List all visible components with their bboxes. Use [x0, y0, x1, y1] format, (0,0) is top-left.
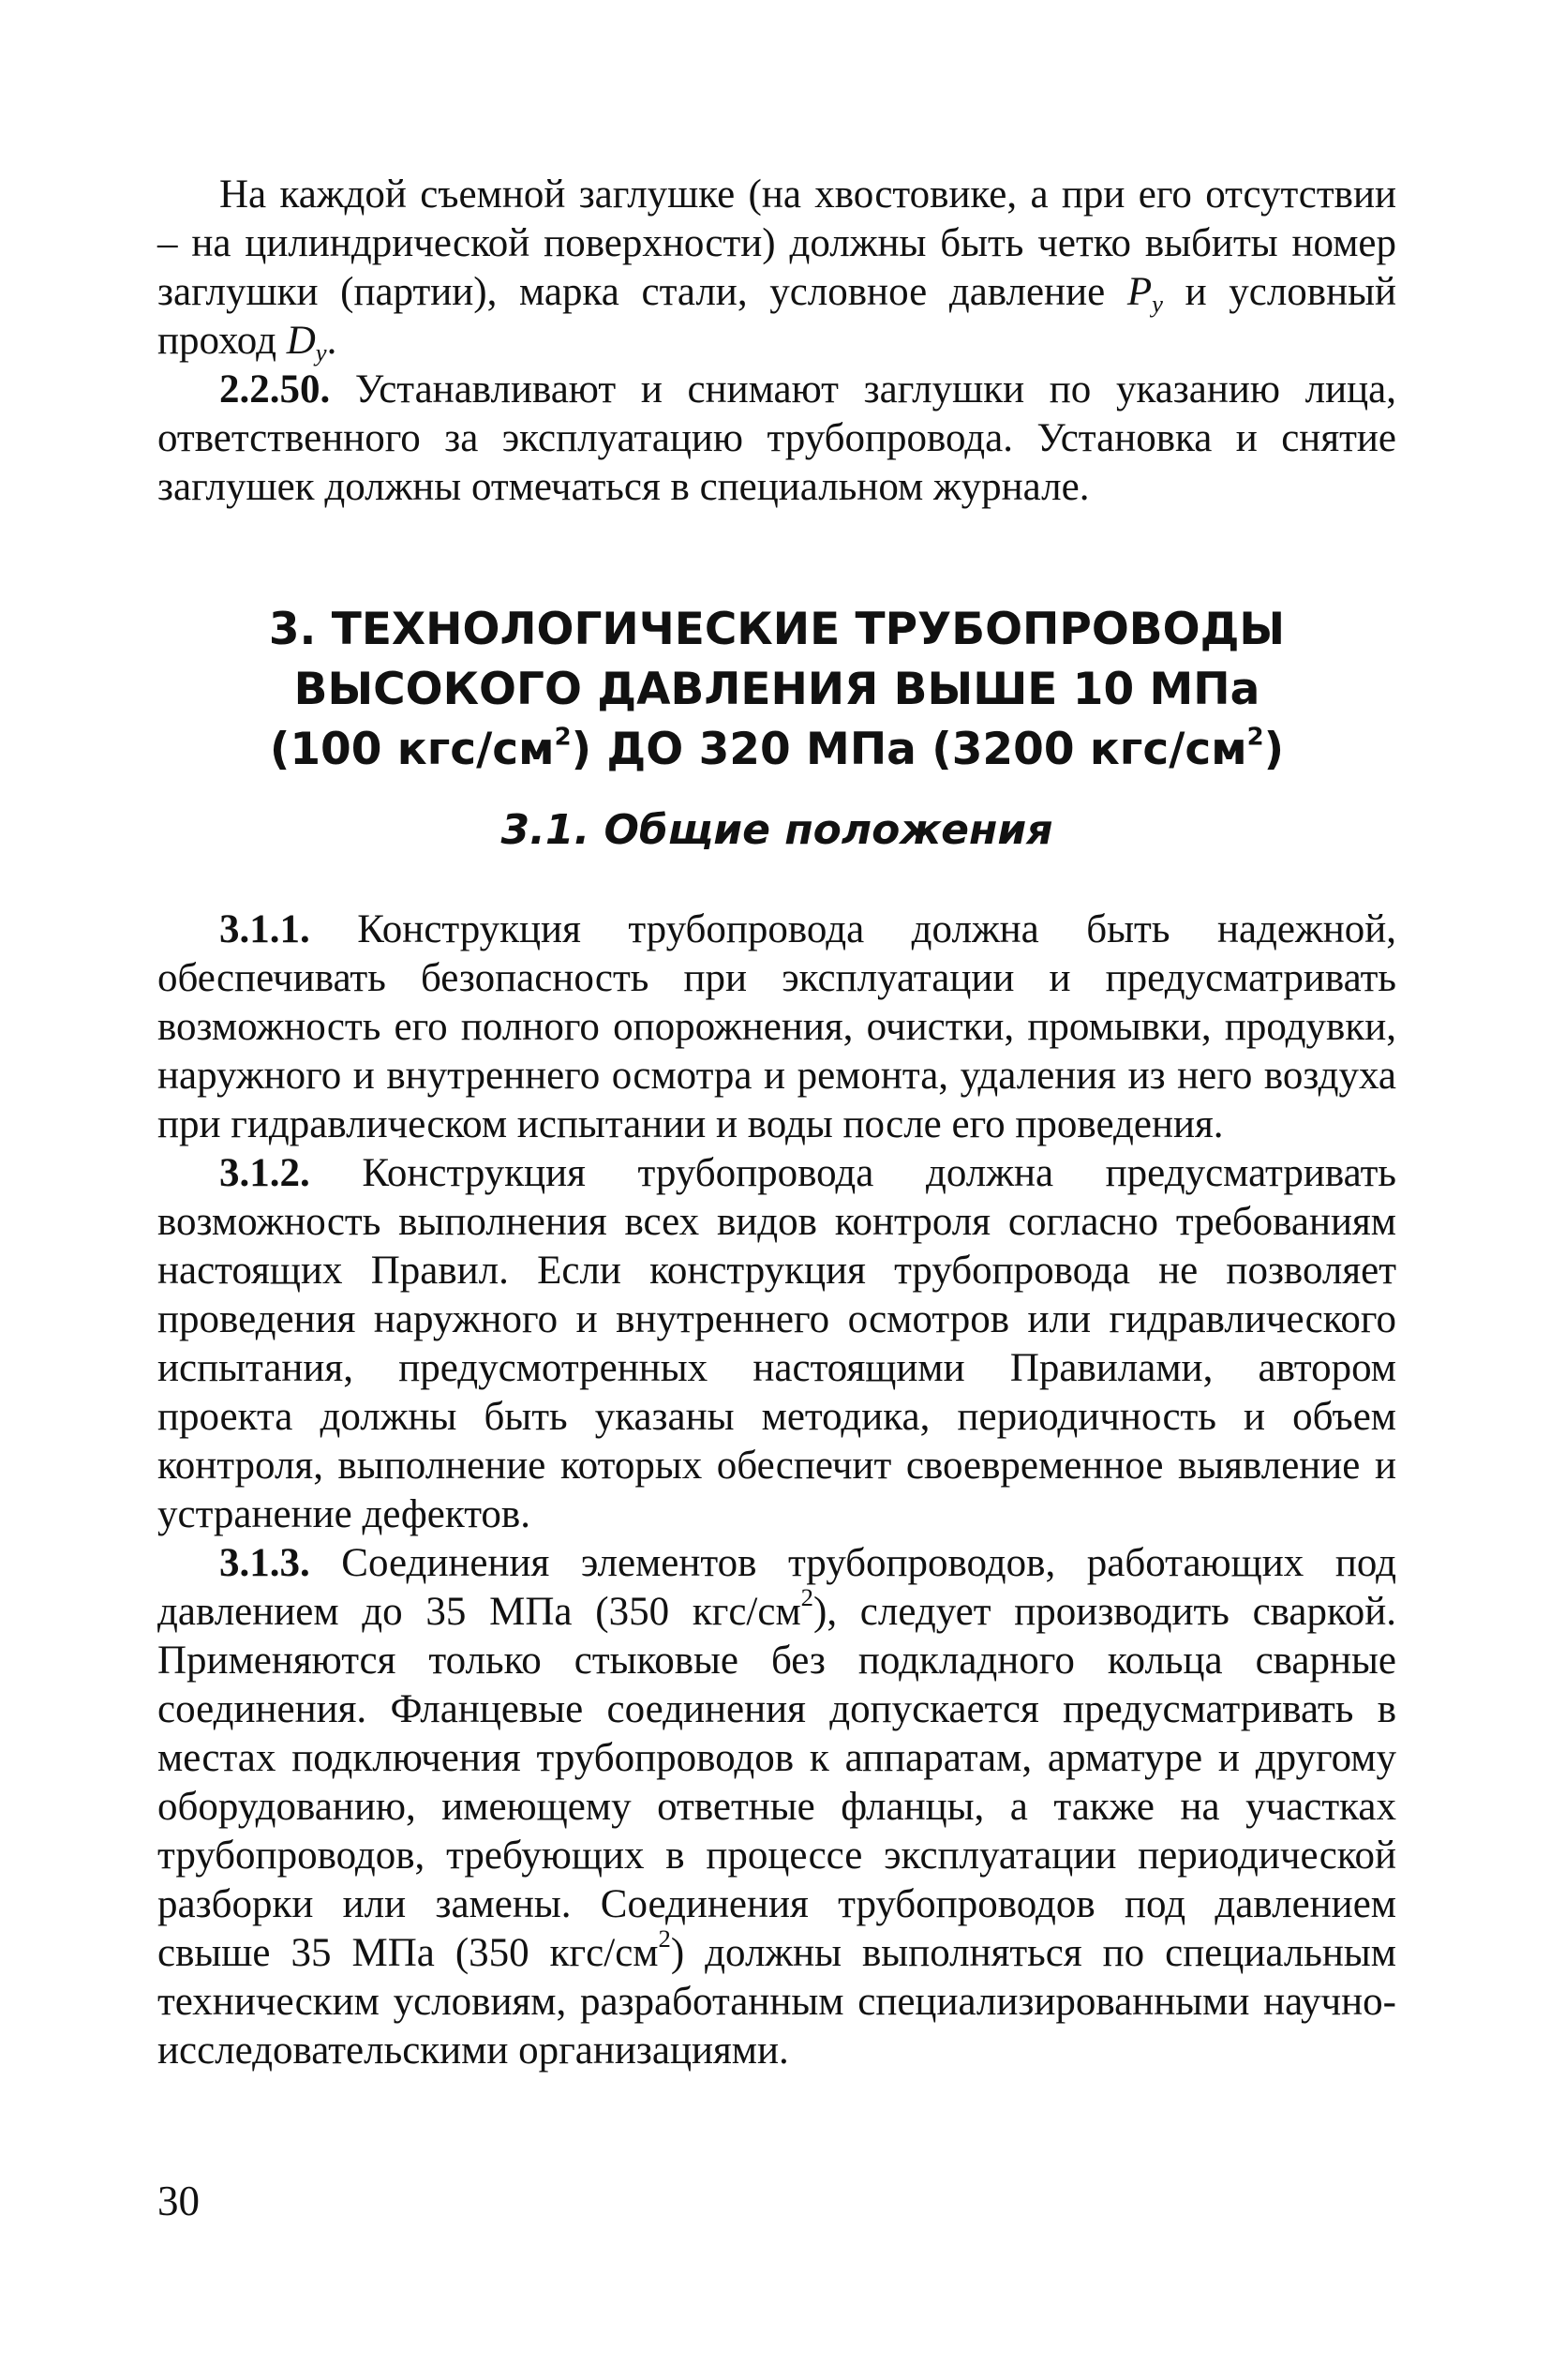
clause-number: 3.1.1. — [219, 907, 310, 951]
body-text — [157, 906, 1396, 2075]
paragraph-plug-marking: На каждой съемной заглушке (на хвостовике, а при его отсутствии – на цилиндрической поверхности) должны быть четко выбиты номер заглушки (партии), марка стали, условное давление $P_у$ и условный проход $D_у$. — [157, 172, 1396, 367]
clause-number: 2.2.50. — [219, 367, 331, 412]
clause-number: 3.1.2. — [219, 1151, 310, 1195]
paragraph-3-1-2: 3.1.2. Конструкция трубопровода должна предусматривать возможность выполнения всех видов контроля согласно требованиям настоящих Правил. Если конструкция трубопровода не позволяет проведения наружного и внутреннего осмотров или гидравлического испытания, предусмотренных настоящими Правилами, автором проекта должны быть указаны методика, периодичность и объем контроля, выполнение которых обеспечит своевременное выявление и устранение дефектов. — [157, 1151, 1396, 1536]
subsection-title: 3.1. Общие положения — [500, 806, 1053, 854]
section-title: 3. ТЕХНОЛОГИЧЕСКИЕ ТРУБОПРОВОДЫ ВЫСОКОГО ДАВЛЕНИЯ ВЫШЕ 10 МПа (100 кгс/$см^2$) ДО 320 МПа (3200 кгс/$см^2$) — [157, 600, 1396, 780]
paragraph-3-1-1: 3.1.1. Конструкция трубопровода должна быть надежной, обеспечивать безопасность при эксплуатации и предусматривать возможность его полного опорожнения, очистки, промывки, продувки, наружного и внутреннего осмотра и ремонта, удаления из него воздуха при гидравлическом испытании и воды после его проведения. — [157, 907, 1396, 1146]
paragraph-3-1-3: 3.1.3. Соединения элементов трубопроводов, работающих под давлением до 35 МПа (350 кгс/$см^2$), следует производить сваркой. Применяются только стыковые без подкладного кольца сварные соединения. Фланцевые соединения допускается предусматривать в местах подключения трубопроводов к аппаратам, арматуре и другому оборудованию, имеющему ответные фланцы, а также на участках трубопроводов, требующих в процессе эксплуатации периодической разборки или замены. Соединения трубопроводов под давлением свыше 35 МПа (350 кгс/$см^2$) должны выполняться по специальным техническим условиям, разработанным специализированными научно-исследовательскими организациями. — [157, 1541, 1397, 2073]
section-title-line3: (100 кгс/$см^2$) ДО 320 МПа (3200 кгс/$см^2$) — [269, 723, 1285, 775]
page-number: 30 — [157, 2178, 200, 2224]
top-text — [157, 171, 1396, 512]
clause-number: 3.1.3. — [219, 1541, 310, 1585]
pressure-symbol: $P_у$ — [1126, 270, 1163, 318]
diameter-symbol: $D_у$ — [286, 319, 327, 367]
paragraph-2-2-50: 2.2.50. Устанавливают и снимают заглушки по указанию лица, ответственного за эксплуатацию трубопровода. Установка и снятие заглушек должны отмечаться в специальном журнале. — [157, 367, 1396, 509]
